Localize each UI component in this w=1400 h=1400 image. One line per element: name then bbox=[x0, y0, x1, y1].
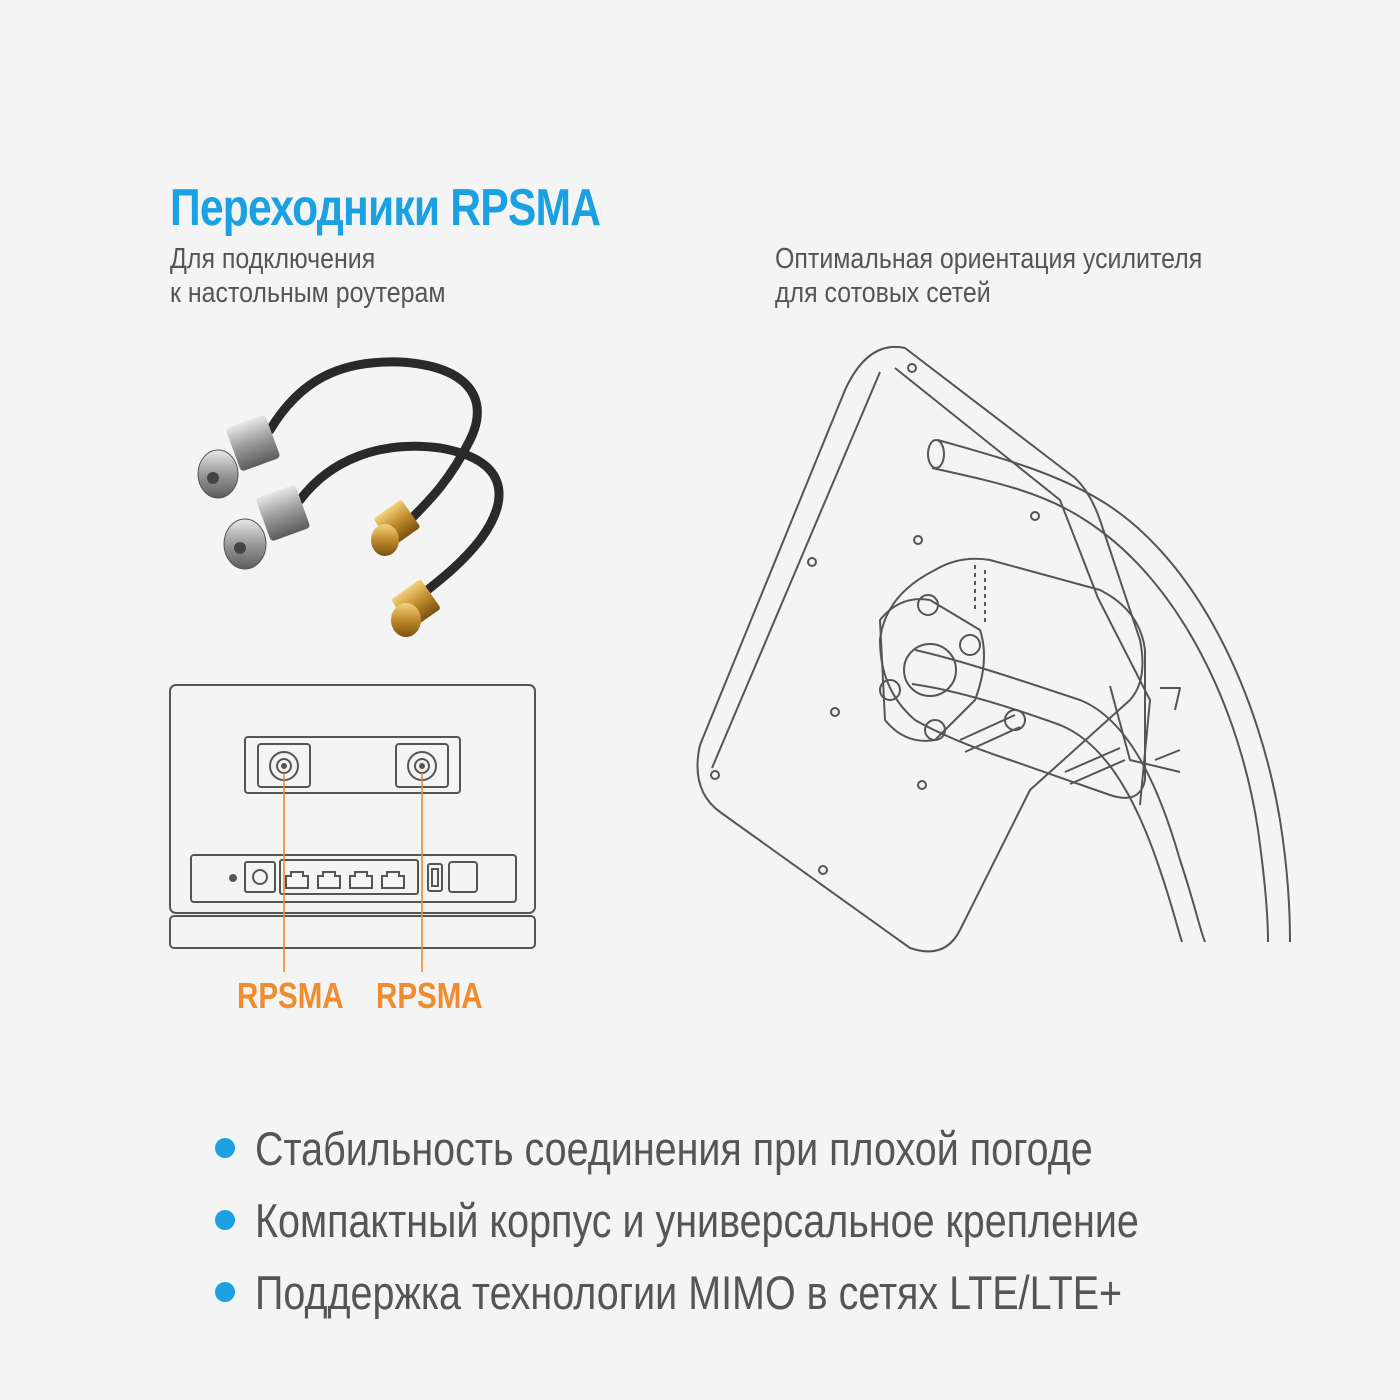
bullet-icon bbox=[215, 1210, 235, 1230]
f-connector-2 bbox=[224, 484, 311, 569]
router-diagram bbox=[170, 685, 535, 948]
feature-text: Стабильность соединения при плохой погоде bbox=[255, 1121, 1093, 1175]
page-title: Переходники RPSMA bbox=[170, 179, 601, 237]
feature-item bbox=[215, 1184, 1307, 1256]
feature-item bbox=[215, 1256, 1307, 1328]
subtitle-right-line-1: Оптимальная ориентация усилителя bbox=[775, 243, 1203, 275]
port-label-rpsma-1: RPSMA bbox=[237, 975, 344, 1016]
rpsma-adapter-cables bbox=[198, 362, 499, 637]
feature-list bbox=[215, 1112, 1307, 1328]
subtitle-left-line-2: к настольным роутерам bbox=[170, 277, 446, 309]
feature-item bbox=[215, 1112, 1307, 1184]
antenna-diagram bbox=[698, 347, 1291, 952]
f-connector-1 bbox=[198, 414, 281, 498]
bullet-icon bbox=[215, 1282, 235, 1302]
port-leader-lines bbox=[284, 773, 422, 972]
feature-text: Поддержка технологии MIMO в сетях LTE/LTE+ bbox=[255, 1265, 1123, 1319]
subtitle-left-line-1: Для подключения bbox=[170, 243, 376, 275]
sma-connector-1 bbox=[371, 499, 421, 556]
subtitle-right-line-2: для сотовых сетей bbox=[775, 277, 991, 309]
port-label-rpsma-2: RPSMA bbox=[376, 975, 483, 1016]
feature-text: Компактный корпус и универсальное крепление bbox=[255, 1193, 1139, 1247]
bullet-icon bbox=[215, 1138, 235, 1158]
